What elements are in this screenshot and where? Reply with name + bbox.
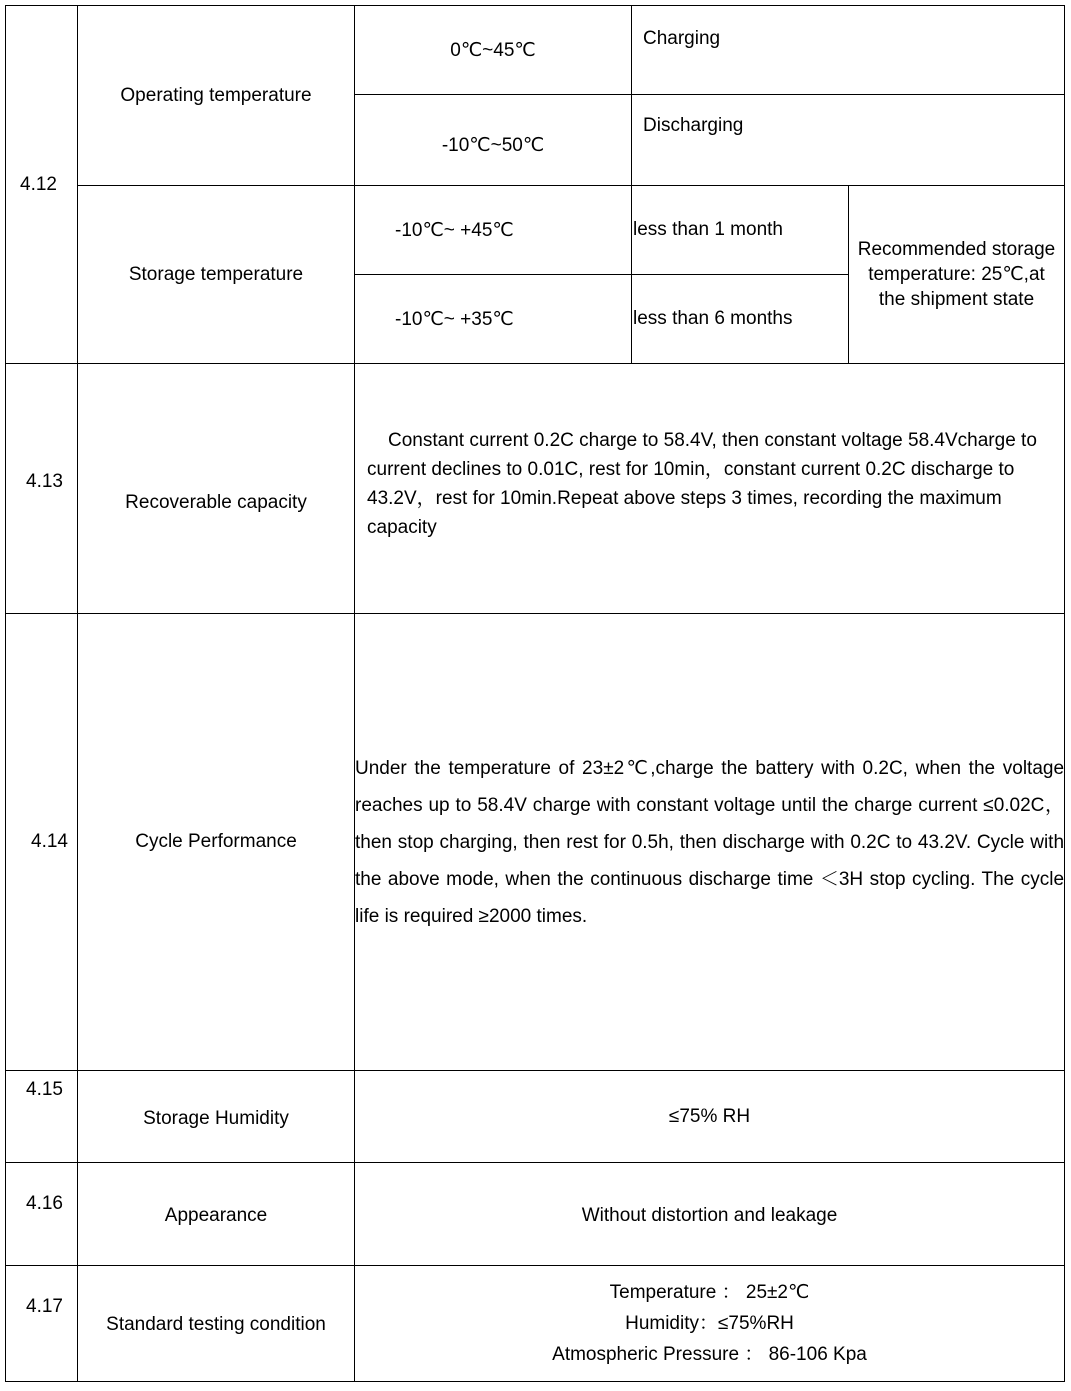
storage-temp-range-2: -10℃~ +35℃ [355,275,632,364]
spec-table [5,5,1065,1382]
recoverable-capacity-text: Constant current 0.2C charge to 58.4V, then constant voltage 58.4Vcharge to current declines to 0.01C, rest for 10min，constant current 0.2C discharge to 43.2V，rest for 10min.Repeat above steps 3 times, recording the maximum capacity [355,364,1065,614]
storage-duration-1: less than 1 month [632,186,849,275]
standard-testing-condition-values [355,1266,1065,1382]
storage-temp-range-1: -10℃~ +45℃ [355,186,632,275]
discharging-temp-range: -10℃~50℃ [355,95,632,186]
item-number: 4.15 [6,1071,78,1163]
item-number: 4.13 [6,364,78,614]
testing-temperature: Temperature ： 25±2℃ [609,1282,810,1303]
operating-temperature-label: Operating temperature [78,6,355,186]
storage-humidity-value: ≤75% RH [355,1071,1065,1163]
item-number: 4.12 [6,6,78,364]
storage-recommendation: Recommended storage temperature: 25℃,at the shipment state [849,186,1065,364]
appearance-value: Without distortion and leakage [355,1163,1065,1266]
cycle-performance-text: Under the temperature of 23±2℃,charge the battery with 0.2C, when the voltage reaches up to 58.4V charge with constant voltage until the charge current ≤0.02C， then stop charging, then rest for 0.5h, then discharge with 0.2C to 43.2V. Cycle with the above mode, when the continuous discharge time ＜3H stop cycling. The cycle life is required ≥2000 times. [355,614,1065,1071]
storage-humidity-label: Storage Humidity [78,1071,355,1163]
item-number: 4.14 [6,614,78,1071]
charging-mode: Charging [632,6,1065,95]
standard-testing-condition-label: Standard testing condition [78,1266,355,1382]
testing-pressure: Atmospheric Pressure ： 86-106 Kpa [552,1344,867,1365]
appearance-label: Appearance [78,1163,355,1266]
cycle-performance-label: Cycle Performance [78,614,355,1071]
item-number: 4.17 [6,1266,78,1382]
storage-temperature-label: Storage temperature [78,186,355,364]
discharging-mode: Discharging [632,95,1065,186]
storage-duration-2: less than 6 months [632,275,849,364]
recoverable-capacity-label: Recoverable capacity [78,364,355,614]
testing-humidity: Humidity：≤75%RH [625,1313,794,1334]
charging-temp-range: 0℃~45℃ [355,6,632,95]
item-number: 4.16 [6,1163,78,1266]
